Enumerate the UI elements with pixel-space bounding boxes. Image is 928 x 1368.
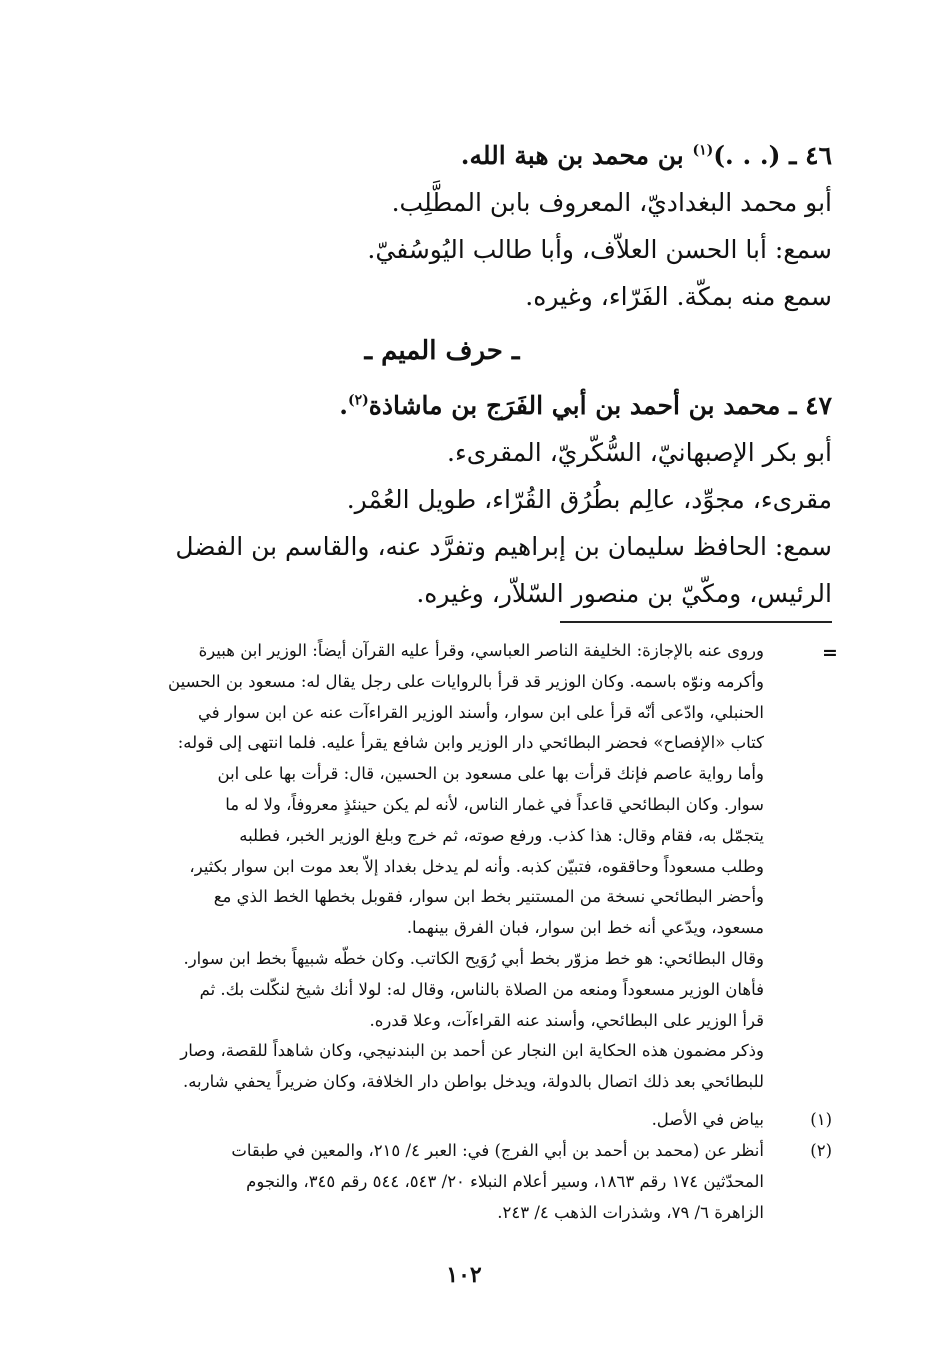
footnote-ref-1: (١) xyxy=(692,142,714,159)
entry-47-line: الرئيس، ومكّيّ بن منصور السّلاّر، وغيره. xyxy=(416,579,832,608)
footnote-number: (٢) xyxy=(810,1141,832,1160)
note-line: فأهان الوزير مسعوداً ومنعه من الصلاة بالناس، وقال له: لولا أنك شيخ لنكّلت بك. ثم xyxy=(199,979,764,999)
entry-47-line: أبو بكر الإصبهانيّ، السُّكّريّ، المقرىء. xyxy=(447,438,832,467)
note-line: للبطائحي بعد ذلك اتصال بالدولة، ويدخل بواطن دار الخلافة، وكان ضريراً يحفي شاربه. xyxy=(182,1072,764,1092)
entry-46-heading-text-end: بن محمد بن هبة الله. xyxy=(460,141,693,170)
footnote-1 xyxy=(96,1104,832,1135)
footnote-line: الزاهرة ٦/ ٧٩، وشذرات الذهب ٤/ ٢٤٣. xyxy=(497,1203,764,1222)
footnote-line: أنظر عن (محمد بن أحمد بن أبي الفرج) في: العبر ٤/ ٢١٥، والمعين في طبقات xyxy=(231,1141,764,1160)
note-line: كتاب «الإفصاح» فحضر البطائحي دار الوزير وابن شافع يقرأ عليه. فلما انتهى إلى قوله: xyxy=(177,733,764,753)
page-number: ١٠٢ xyxy=(446,1262,482,1288)
note-line: قرأ الوزير على البطائحي، وأسند عنه القراءآت، وعلا قدره. xyxy=(369,1010,764,1030)
entry-46-heading xyxy=(92,132,832,179)
entry-46-line: أبو محمد البغداديّ، المعروف بابن المطَّلِب. xyxy=(391,188,832,217)
note-line: مسعود، ويدّعي أنه خط ابن سوار، فبان الفرق بينهما. xyxy=(406,918,764,938)
footnote-ref-2: (٢) xyxy=(347,392,369,409)
entry-47-heading-text-end: . xyxy=(339,391,348,420)
entry-46-heading-text: ٤٦ ـ (. . .) xyxy=(713,141,832,170)
section-heading: ـ حرف الميم ـ xyxy=(364,336,520,366)
continued-note xyxy=(96,636,764,1098)
note-line: وطلب مسعوداً وحاققوه، فتبيّن كذبه. وأنه لم يدخل بغداد إلاّ بعد موت ابن سوار بكثير، xyxy=(189,856,764,876)
footnote-number: (١) xyxy=(810,1110,832,1129)
note-line: وذكر مضمون هذه الحكاية ابن النجار عن أحمد بن البندنيجي، وكان شاهداً للقصة، وصار xyxy=(180,1041,764,1061)
note-line: وقال البطائحي: هو خط مزوّر بخط أبي رُوَيح الكاتب. وكان خطّه شبيهاً بخط ابن سوار. xyxy=(183,948,764,968)
entry-47-heading-text: ٤٧ ـ محمد بن أحمد بن أبي الفَرَج بن ماشاذة xyxy=(368,391,832,420)
note-line: وروى عنه بالإجازة: الخليفة الناصر العباسي، وقرأ عليه القرآن أيضاً: الوزير ابن هبيرة xyxy=(198,641,764,660)
continuation-mark: = xyxy=(822,642,838,664)
footnote-separator xyxy=(560,621,832,623)
entry-47-line: مقرىء، مجوِّد، عالِم بطُرُق القُرّاء، طويل العُمْر. xyxy=(346,485,832,514)
entry-46-line: سمع منه بمكّة. الفَرّاء، وغيره. xyxy=(525,282,832,311)
entry-47-line: سمع: الحافظ سليمان بن إبراهيم وتفرَّد عنه، والقاسم بن الفضل xyxy=(175,532,832,561)
main-text xyxy=(92,132,832,617)
footnote-2 xyxy=(96,1135,832,1228)
note-line: وأما رواية عاصم فإنك قرأت بها على مسعود بن الحسين، قال: قرأت بها على ابن xyxy=(217,764,764,784)
note-line: سوار. وكان البطائحي قاعداً في غمار الناس، لأنه لم يكن حينئذٍ معروفاً، ولا له ما xyxy=(225,794,764,814)
footnote-line: بياض في الأصل. xyxy=(651,1110,764,1129)
note-line: وأحضر البطائحي نسخة من المستنير بخط ابن سوار، فقوبل بخطها الخط الذي مع xyxy=(213,887,764,907)
note-line: وأكرمه ونوّه باسمه. وكان الوزير قد قرأ بالروايات على رجل يقال له: مسعود بن الحسين xyxy=(168,671,764,691)
note-line: الحنبلي، وادّعى أنّه قرأ على ابن سوار، وأسند الوزير القراءآت عنه عن ابن سوار في xyxy=(197,702,764,722)
entry-46-line: سمع: أبا الحسن العلاّف، وأبا طالب اليُوسُفيّ. xyxy=(367,235,832,264)
footnote-line: المحدّثين ١٧٤ رقم ١٨٦٣، وسير أعلام النبلاء ٢٠/ ٥٤٣، ٥٤٤ رقم ٣٤٥، والنجوم xyxy=(246,1172,764,1191)
entry-47-heading xyxy=(92,382,832,429)
note-line: يتجمّل به، فقام وقال: هذا كذب. ورفع صوته، ثم خرج وبلغ الوزير الخبر، فطلبه xyxy=(239,825,764,845)
